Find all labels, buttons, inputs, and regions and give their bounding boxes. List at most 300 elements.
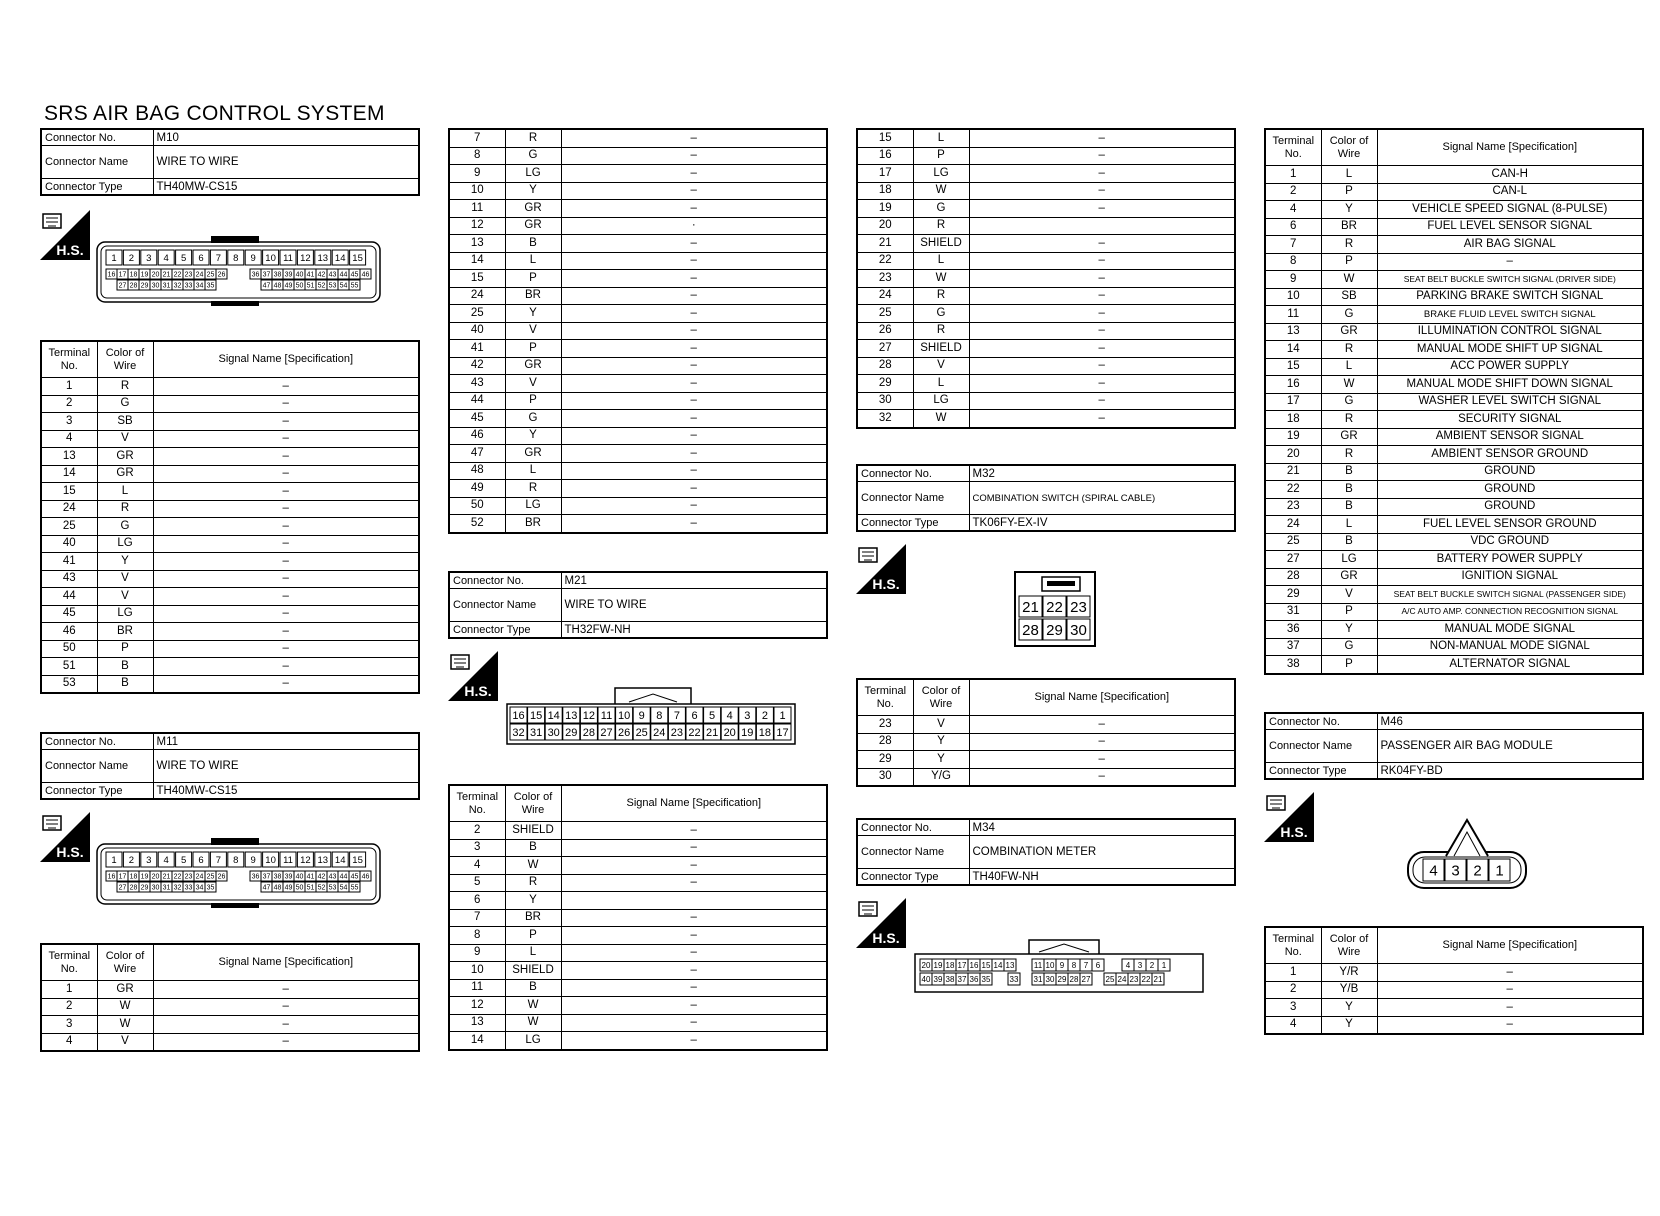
connector-type-value: TH40FW-NH bbox=[969, 869, 1235, 886]
terminal-no-header: Terminal No. bbox=[449, 785, 505, 822]
pin-label: 6 bbox=[198, 854, 204, 866]
terminal-no-cell: 21 bbox=[857, 235, 913, 253]
signal-name-cell: MANUAL MODE SHIFT UP SIGNAL bbox=[1377, 341, 1643, 359]
terminal-no-cell: 4 bbox=[1265, 201, 1321, 219]
signal-name-cell: – bbox=[561, 480, 827, 498]
pin-label: 8 bbox=[656, 709, 663, 722]
connector-lock-bar bbox=[1047, 581, 1075, 586]
m21-connector-face bbox=[506, 686, 796, 748]
wire-color-cell: GR bbox=[97, 465, 153, 483]
pin-label: 3 bbox=[146, 252, 152, 264]
table-row bbox=[449, 515, 827, 533]
terminal-no-cell: 11 bbox=[449, 979, 505, 997]
pin-label: 13 bbox=[1005, 960, 1015, 970]
terminal-no-cell: 4 bbox=[41, 430, 97, 448]
wire-color-cell: LG bbox=[505, 497, 561, 515]
wire-color-cell: L bbox=[505, 252, 561, 270]
signal-name-cell: – bbox=[561, 392, 827, 410]
pin-label: 46 bbox=[361, 873, 370, 881]
terminal-no-cell: 13 bbox=[449, 235, 505, 253]
pin-label: 36 bbox=[251, 873, 260, 881]
table-row bbox=[449, 962, 827, 980]
signal-name-cell: – bbox=[969, 129, 1235, 147]
wire-color-cell: Y bbox=[1321, 1016, 1377, 1034]
wire-color-cell: GR bbox=[1321, 428, 1377, 446]
wire-color-cell: P bbox=[505, 270, 561, 288]
wire-color-cell: P bbox=[505, 340, 561, 358]
table-row bbox=[449, 357, 827, 375]
m34-terminal-table bbox=[1264, 128, 1644, 675]
table-row bbox=[857, 340, 1235, 358]
terminal-no-cell: 15 bbox=[449, 270, 505, 288]
wire-color-cell: BR bbox=[1321, 218, 1377, 236]
terminal-no-cell: 22 bbox=[1265, 481, 1321, 499]
m46-terminal-table bbox=[1264, 926, 1644, 1035]
wire-color-cell: W bbox=[913, 410, 969, 428]
terminal-no-cell: 41 bbox=[449, 340, 505, 358]
table-row bbox=[41, 981, 419, 999]
wire-color-cell: R bbox=[1321, 446, 1377, 464]
pin-label: 5 bbox=[709, 709, 716, 722]
table-row bbox=[41, 640, 419, 658]
wire-color-cell: L bbox=[505, 944, 561, 962]
pin-label: 19 bbox=[741, 726, 754, 739]
table-row bbox=[1265, 481, 1643, 499]
pin-label: 37 bbox=[262, 271, 271, 279]
table-row bbox=[857, 165, 1235, 183]
m34-connector-face bbox=[914, 938, 1204, 998]
table-row bbox=[41, 430, 419, 448]
table-row bbox=[857, 200, 1235, 218]
terminal-no-cell: 6 bbox=[1265, 218, 1321, 236]
pin-label: 12 bbox=[300, 252, 311, 264]
pin-label: 27 bbox=[600, 726, 613, 739]
connector-lock-arrow bbox=[1039, 944, 1089, 952]
pin-label: 13 bbox=[317, 252, 329, 264]
signal-name-cell: – bbox=[969, 235, 1235, 253]
terminal-no-cell: 2 bbox=[1265, 981, 1321, 999]
wire-color-cell: W bbox=[97, 1016, 153, 1034]
terminal-no-cell: 14 bbox=[449, 252, 505, 270]
wire-color-cell: P bbox=[97, 640, 153, 658]
wire-color-cell: BR bbox=[97, 623, 153, 641]
wire-color-cell: P bbox=[913, 147, 969, 165]
table-row bbox=[857, 217, 1235, 235]
terminal-no-cell: 18 bbox=[1265, 411, 1321, 429]
terminal-no-cell: 24 bbox=[857, 287, 913, 305]
terminal-no-cell: 3 bbox=[1265, 999, 1321, 1017]
pin-label: 22 bbox=[1141, 974, 1151, 984]
table-row bbox=[449, 927, 827, 945]
connector-lock-arrow bbox=[629, 694, 677, 702]
pin-label: 5 bbox=[180, 252, 187, 264]
wire-color-cell: B bbox=[97, 675, 153, 693]
pin-label: 23 bbox=[184, 873, 193, 881]
pin-label: 2 bbox=[128, 252, 135, 264]
pin-label: 14 bbox=[993, 960, 1003, 970]
table-row bbox=[449, 944, 827, 962]
pin-label: 33 bbox=[1009, 974, 1019, 984]
terminal-no-cell: 2 bbox=[1265, 183, 1321, 201]
connector-name-value: WIRE TO WIRE bbox=[153, 146, 419, 179]
wire-color-cell: W bbox=[505, 1014, 561, 1032]
signal-name-cell: – bbox=[561, 997, 827, 1015]
connector-lock-top bbox=[211, 236, 259, 243]
wire-color-cell: GR bbox=[505, 445, 561, 463]
table-row bbox=[1265, 498, 1643, 516]
terminal-no-cell: 19 bbox=[1265, 428, 1321, 446]
table-row bbox=[449, 410, 827, 428]
terminal-no-cell: 6 bbox=[449, 892, 505, 910]
pin-label: 7 bbox=[1083, 960, 1089, 970]
pin-label: 7 bbox=[673, 709, 680, 722]
pin-label: 22 bbox=[688, 726, 701, 739]
signal-name-cell: CAN-H bbox=[1377, 166, 1643, 184]
terminal-no-cell: 18 bbox=[857, 182, 913, 200]
signal-name-cell: ACC POWER SUPPLY bbox=[1377, 358, 1643, 376]
pin-label: 10 bbox=[265, 854, 276, 866]
connector-no-label: Connector No. bbox=[41, 129, 153, 146]
signal-name-cell: BRAKE FLUID LEVEL SWITCH SIGNAL bbox=[1377, 306, 1643, 324]
pin-label: 14 bbox=[334, 252, 346, 264]
pin-label: 43 bbox=[328, 873, 337, 881]
pin-label: 40 bbox=[295, 271, 304, 279]
pin-label: 38 bbox=[273, 271, 282, 279]
pin-label: 14 bbox=[334, 854, 346, 866]
terminal-no-cell: 1 bbox=[1265, 166, 1321, 184]
signal-name-cell: – bbox=[1377, 999, 1643, 1017]
signal-name-cell: – bbox=[561, 182, 827, 200]
table-row bbox=[449, 839, 827, 857]
connector-type-label: Connector Type bbox=[1265, 763, 1377, 780]
terminal-no-cell: 22 bbox=[857, 252, 913, 270]
terminal-no-cell: 2 bbox=[449, 822, 505, 840]
connector-type-value: TH40MW-CS15 bbox=[153, 179, 419, 196]
m21-terminal-table-continued bbox=[856, 128, 1236, 429]
wire-color-cell: GR bbox=[1321, 323, 1377, 341]
terminal-no-cell: 9 bbox=[449, 165, 505, 183]
terminal-no-cell: 2 bbox=[41, 395, 97, 413]
wire-color-cell: P bbox=[505, 392, 561, 410]
connector-no-value: M10 bbox=[153, 129, 419, 146]
signal-name-cell: – bbox=[561, 962, 827, 980]
m21-terminal-table bbox=[448, 784, 828, 1051]
pin-label: 40 bbox=[921, 974, 931, 984]
terminal-no-cell: 11 bbox=[1265, 306, 1321, 324]
table-row bbox=[449, 375, 827, 393]
wire-color-cell: L bbox=[913, 375, 969, 393]
pin-label: 48 bbox=[273, 884, 282, 892]
wire-color-cell: R bbox=[1321, 411, 1377, 429]
pin-label: 55 bbox=[350, 884, 359, 892]
wire-color-cell: GR bbox=[505, 357, 561, 375]
m46-connector-face bbox=[1406, 818, 1528, 890]
wire-color-cell: GR bbox=[97, 448, 153, 466]
terminal-no-cell: 4 bbox=[41, 1033, 97, 1051]
table-row bbox=[449, 305, 827, 323]
signal-name-header: Signal Name [Specification] bbox=[1377, 927, 1643, 964]
pin-label: 15 bbox=[352, 854, 363, 866]
signal-name-cell: PARKING BRAKE SWITCH SIGNAL bbox=[1377, 288, 1643, 306]
table-row bbox=[41, 1033, 419, 1051]
signal-name-cell: – bbox=[561, 515, 827, 533]
color-of-wire-header: Color of Wire bbox=[97, 341, 153, 378]
table-row bbox=[1265, 201, 1643, 219]
signal-name-cell: AMBIENT SENSOR GROUND bbox=[1377, 446, 1643, 464]
terminal-no-cell: 47 bbox=[449, 445, 505, 463]
table-row bbox=[41, 658, 419, 676]
terminal-no-cell: 10 bbox=[449, 182, 505, 200]
signal-name-cell: – bbox=[969, 716, 1235, 734]
signal-name-cell: – bbox=[969, 768, 1235, 786]
signal-name-cell: – bbox=[969, 340, 1235, 358]
signal-name-cell: – bbox=[561, 200, 827, 218]
table-row bbox=[449, 857, 827, 875]
wire-color-cell: L bbox=[1321, 358, 1377, 376]
pin-label: 9 bbox=[250, 252, 256, 264]
signal-name-cell: – bbox=[561, 909, 827, 927]
terminal-no-cell: 7 bbox=[1265, 236, 1321, 254]
m32-terminal-table bbox=[856, 678, 1236, 787]
wire-color-cell: GR bbox=[97, 981, 153, 999]
signal-name-cell: FUEL LEVEL SENSOR SIGNAL bbox=[1377, 218, 1643, 236]
wire-color-cell: G bbox=[913, 305, 969, 323]
terminal-no-cell: 15 bbox=[857, 129, 913, 147]
wire-color-cell: Y/G bbox=[913, 768, 969, 786]
terminal-no-cell: 10 bbox=[1265, 288, 1321, 306]
signal-name-cell: – bbox=[969, 252, 1235, 270]
color-of-wire-header: Color of Wire bbox=[913, 679, 969, 716]
terminal-no-cell: 3 bbox=[449, 839, 505, 857]
pin-label: 4 bbox=[726, 709, 733, 722]
pin-label: 26 bbox=[217, 873, 226, 881]
connector-name-label: Connector Name bbox=[41, 750, 153, 783]
pin-label: 18 bbox=[758, 726, 772, 739]
terminal-no-cell: 38 bbox=[1265, 656, 1321, 674]
terminal-no-cell: 40 bbox=[449, 322, 505, 340]
table-row bbox=[1265, 1016, 1643, 1034]
terminal-no-cell: 8 bbox=[449, 927, 505, 945]
terminal-no-header: Terminal No. bbox=[41, 944, 97, 981]
table-row bbox=[1265, 183, 1643, 201]
wire-color-cell: G bbox=[1321, 638, 1377, 656]
terminal-no-cell: 43 bbox=[41, 570, 97, 588]
wire-color-cell: G bbox=[97, 395, 153, 413]
harness-side-icon bbox=[856, 898, 906, 948]
table-row bbox=[41, 553, 419, 571]
svg-text:H.S.: H.S. bbox=[56, 242, 84, 258]
pin-label: 18 bbox=[945, 960, 955, 970]
pin-label: 42 bbox=[317, 873, 326, 881]
terminal-no-header: Terminal No. bbox=[41, 341, 97, 378]
pin-label: 31 bbox=[529, 726, 543, 739]
pin-label: 1 bbox=[1495, 862, 1504, 880]
pin-label: 16 bbox=[969, 960, 979, 970]
terminal-no-cell: 40 bbox=[41, 535, 97, 553]
terminal-no-cell: 48 bbox=[449, 462, 505, 480]
wire-color-cell: V bbox=[505, 375, 561, 393]
pin-label: 17 bbox=[118, 873, 127, 881]
table-row bbox=[1265, 463, 1643, 481]
terminal-no-cell: 45 bbox=[449, 410, 505, 428]
harness-side-icon bbox=[40, 210, 90, 260]
connector-type-label: Connector Type bbox=[857, 515, 969, 532]
color-of-wire-header: Color of Wire bbox=[1321, 129, 1377, 166]
pin-label: 52 bbox=[317, 884, 326, 892]
wire-color-cell: B bbox=[1321, 533, 1377, 551]
terminal-no-cell: 28 bbox=[1265, 568, 1321, 586]
pin-label: 35 bbox=[206, 884, 215, 892]
table-row bbox=[449, 1014, 827, 1032]
signal-name-cell: IGNITION SIGNAL bbox=[1377, 568, 1643, 586]
pin-label: 19 bbox=[140, 271, 149, 279]
pin-label: 35 bbox=[206, 282, 215, 290]
table-row bbox=[1265, 358, 1643, 376]
pin-label: 12 bbox=[300, 854, 311, 866]
wire-color-cell: R bbox=[97, 378, 153, 396]
connector-lock bbox=[615, 688, 691, 704]
pin-label: 2 bbox=[1149, 960, 1155, 970]
pin-label: 1 bbox=[111, 854, 117, 866]
pin-label: 12 bbox=[582, 709, 596, 722]
pin-label: 28 bbox=[1022, 621, 1039, 639]
connector-type-label: Connector Type bbox=[449, 622, 561, 639]
m11-connector-face bbox=[96, 838, 381, 910]
wire-color-cell: BR bbox=[505, 515, 561, 533]
pin-label: 26 bbox=[617, 726, 631, 739]
pin-label: 50 bbox=[295, 282, 304, 290]
terminal-no-cell: 1 bbox=[41, 981, 97, 999]
pin-label: 25 bbox=[1105, 974, 1115, 984]
pin-label: 15 bbox=[529, 709, 543, 722]
pin-label: 21 bbox=[705, 726, 719, 739]
signal-name-cell: NON-MANUAL MODE SIGNAL bbox=[1377, 638, 1643, 656]
table-row bbox=[449, 147, 827, 165]
signal-name-cell: – bbox=[153, 998, 419, 1016]
wire-color-cell: B bbox=[1321, 498, 1377, 516]
signal-name-cell: – bbox=[969, 270, 1235, 288]
signal-name-cell: – bbox=[153, 1033, 419, 1051]
pin-label: 4 bbox=[163, 252, 169, 264]
table-row bbox=[857, 375, 1235, 393]
signal-name-cell: – bbox=[969, 410, 1235, 428]
signal-name-cell: WASHER LEVEL SWITCH SIGNAL bbox=[1377, 393, 1643, 411]
connector-name-value: COMBINATION SWITCH (SPIRAL CABLE) bbox=[969, 482, 1235, 515]
signal-name-cell: MANUAL MODE SIGNAL bbox=[1377, 621, 1643, 639]
wire-color-cell: LG bbox=[505, 165, 561, 183]
terminal-no-cell: 27 bbox=[1265, 551, 1321, 569]
signal-name-cell: – bbox=[153, 570, 419, 588]
wire-color-cell: Y bbox=[1321, 201, 1377, 219]
terminal-no-cell: 3 bbox=[41, 413, 97, 431]
signal-name-cell: – bbox=[561, 165, 827, 183]
pin-label: 24 bbox=[195, 271, 204, 279]
signal-name-cell: – bbox=[561, 1014, 827, 1032]
wire-color-cell: G bbox=[1321, 306, 1377, 324]
terminal-no-cell: 16 bbox=[1265, 376, 1321, 394]
table-row bbox=[41, 675, 419, 693]
signal-name-cell: – bbox=[561, 857, 827, 875]
terminal-no-cell: 28 bbox=[857, 733, 913, 751]
wire-color-cell: LG bbox=[1321, 551, 1377, 569]
m10-connector-info bbox=[40, 128, 420, 196]
signal-name-cell bbox=[561, 892, 827, 910]
signal-name-cell: – bbox=[561, 445, 827, 463]
wire-color-cell: B bbox=[505, 979, 561, 997]
harness-side-icon bbox=[856, 544, 906, 594]
signal-name-cell: – bbox=[153, 500, 419, 518]
signal-name-cell: – bbox=[153, 378, 419, 396]
harness-side-icon bbox=[1264, 792, 1314, 842]
pin-label: 35 bbox=[981, 974, 991, 984]
color-of-wire-header: Color of Wire bbox=[505, 785, 561, 822]
table-row bbox=[1265, 393, 1643, 411]
m10-terminal-table bbox=[40, 340, 420, 694]
pin-label: 17 bbox=[118, 271, 127, 279]
table-row bbox=[1265, 656, 1643, 674]
terminal-no-cell: 7 bbox=[449, 129, 505, 147]
wire-color-cell: R bbox=[913, 287, 969, 305]
pin-label: 33 bbox=[184, 282, 193, 290]
wire-color-cell: BR bbox=[505, 909, 561, 927]
signal-name-cell: – bbox=[153, 465, 419, 483]
table-row bbox=[449, 480, 827, 498]
wire-color-cell: LG bbox=[97, 605, 153, 623]
signal-name-cell: – bbox=[561, 235, 827, 253]
connector-name-value: COMBINATION METER bbox=[969, 836, 1235, 869]
pin-label: 3 bbox=[1451, 862, 1460, 880]
signal-name-cell: – bbox=[969, 182, 1235, 200]
connector-no-label: Connector No. bbox=[1265, 713, 1377, 730]
pin-label: 7 bbox=[215, 252, 222, 264]
pin-label: 34 bbox=[195, 282, 204, 290]
wire-color-cell: V bbox=[913, 357, 969, 375]
pin-label: 39 bbox=[284, 873, 293, 881]
table-row bbox=[449, 182, 827, 200]
table-row bbox=[1265, 376, 1643, 394]
table-row bbox=[857, 305, 1235, 323]
terminal-no-cell: 23 bbox=[1265, 498, 1321, 516]
terminal-no-cell: 20 bbox=[1265, 446, 1321, 464]
connector-no-value: M32 bbox=[969, 465, 1235, 482]
wire-color-cell: P bbox=[1321, 183, 1377, 201]
pin-label: 38 bbox=[273, 873, 282, 881]
table-row bbox=[857, 716, 1235, 734]
svg-text:H.S.: H.S. bbox=[464, 683, 492, 699]
wire-color-cell: B bbox=[505, 235, 561, 253]
pin-label: 39 bbox=[284, 271, 293, 279]
terminal-no-cell: 29 bbox=[857, 751, 913, 769]
pin-label: 53 bbox=[328, 282, 337, 290]
signal-name-cell bbox=[969, 217, 1235, 235]
signal-name-cell: – bbox=[561, 375, 827, 393]
terminal-no-cell: 51 bbox=[41, 658, 97, 676]
table-row bbox=[1265, 306, 1643, 324]
table-row bbox=[1265, 586, 1643, 604]
table-row bbox=[41, 395, 419, 413]
pin-label: 32 bbox=[173, 282, 182, 290]
pin-label: 18 bbox=[129, 873, 138, 881]
pin-label: 9 bbox=[1059, 960, 1065, 970]
pin-label: 15 bbox=[352, 252, 363, 264]
pin-label: 21 bbox=[162, 271, 171, 279]
terminal-no-cell: 21 bbox=[1265, 463, 1321, 481]
signal-name-cell: – bbox=[153, 413, 419, 431]
pin-label: 11 bbox=[1033, 960, 1043, 970]
terminal-no-cell: 25 bbox=[1265, 533, 1321, 551]
wire-color-cell: GR bbox=[505, 217, 561, 235]
pin-label: 11 bbox=[283, 252, 293, 264]
